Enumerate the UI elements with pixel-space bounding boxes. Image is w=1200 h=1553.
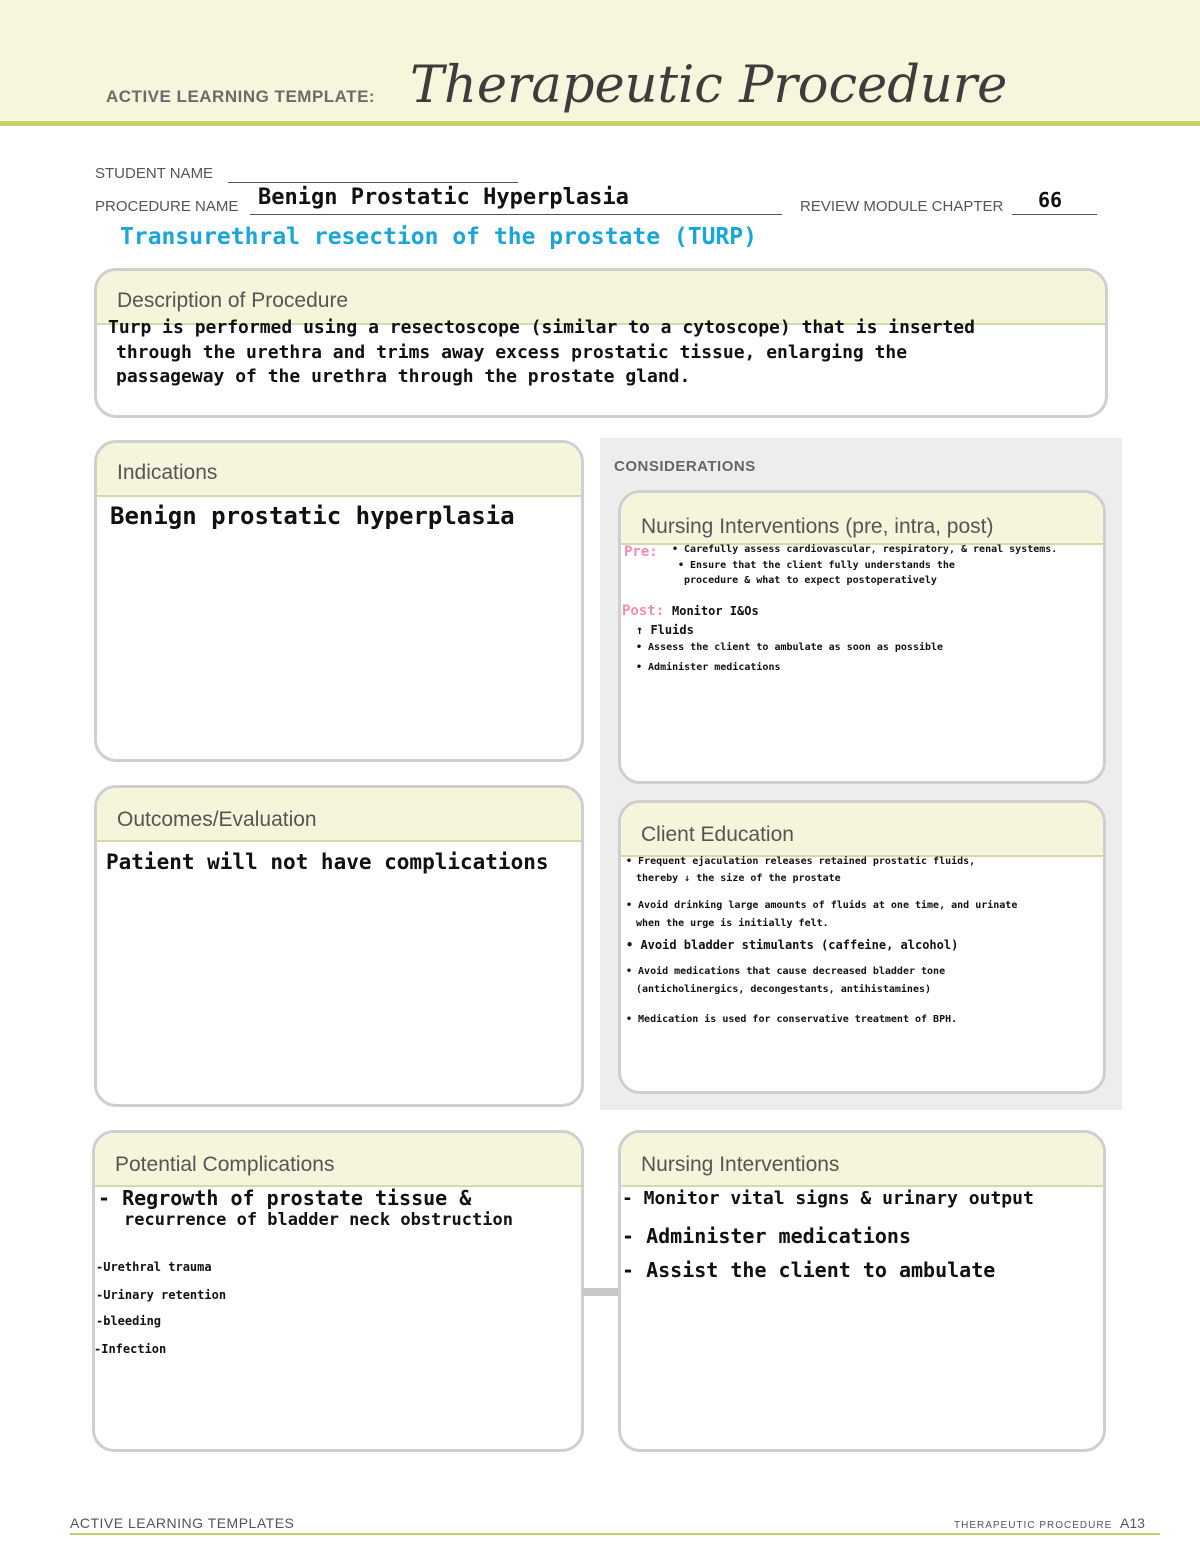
footer-right-label: THERAPEUTIC PROCEDURE [954,1520,1113,1531]
description-line-2: through the urethra and trims away excess prostatic tissue, enlarging the [116,342,908,363]
description-line-3: passageway of the urethra through the prostate gland. [116,366,691,387]
indications-box [94,440,584,762]
review-module-field[interactable] [1012,214,1097,215]
procedure-subtitle: Transurethral resection of the prostate (TURP) [120,224,757,250]
post-first-line: Monitor I&Os [672,604,759,618]
complication-line-1: - Regrowth of prostate tissue & [98,1186,472,1210]
nursing-intervention-2: - Administer medications [622,1224,911,1248]
review-module-value: 66 [1038,188,1063,212]
nursing-interventions-box [618,1130,1106,1452]
complication-item-2: -Urinary retention [96,1288,227,1302]
education-item-4-line-2: (anticholinergics, decongestants, antihistamines) [636,984,932,995]
nursing-interventions-prepost-box [618,490,1106,784]
nursing-interventions-prepost-heading: Nursing Interventions (pre, intra, post) [641,515,994,538]
pre-line-1: • Carefully assess cardiovascular, respiratory, & renal systems. [672,544,1058,555]
indications-text: Benign prostatic hyperplasia [110,502,515,530]
box-connector [582,1288,620,1296]
education-item-1-line-1: • Frequent ejaculation releases retained prostatic fluids, [626,856,976,867]
education-item-2-line-1: • Avoid drinking large amounts of fluids at one time, and urinate [626,900,1018,911]
education-item-1-line-2: thereby ↓ the size of the prostate [636,873,841,884]
complication-line-2: recurrence of bladder neck obstruction [124,1210,513,1230]
procedure-name-value: Benign Prostatic Hyperplasia [258,185,629,210]
complication-item-1: -Urethral trauma [96,1260,212,1274]
education-item-4-line-1: • Avoid medications that cause decreased bladder tone [626,966,946,977]
student-name-label: STUDENT NAME [95,165,214,182]
description-line-1: Turp is performed using a resectoscope (similar to a cytoscope) that is inserted [108,317,975,338]
pre-label: Pre: [624,544,658,560]
footer-right [954,1515,1145,1531]
description-heading: Description of Procedure [117,289,349,312]
complications-heading: Potential Complications [115,1153,335,1176]
nursing-intervention-1: - Monitor vital signs & urinary output [622,1188,1034,1209]
outcomes-heading: Outcomes/Evaluation [117,808,317,831]
considerations-label: CONSIDERATIONS [614,458,756,475]
nursing-interventions-heading: Nursing Interventions [641,1153,840,1176]
post-line-2: • Assess the client to ambulate as soon as possible [636,642,944,653]
footer-page: A13 [1120,1515,1145,1531]
education-item-2-line-2: when the urge is initially felt. [636,918,829,929]
outcomes-box [94,785,584,1107]
education-item-5: • Medication is used for conservative treatment of BPH. [626,1014,958,1025]
nursing-intervention-3: - Assist the client to ambulate [622,1258,996,1282]
student-name-field[interactable] [228,182,518,183]
complication-item-4: -Infection [94,1342,167,1356]
footer-rule [70,1533,1160,1535]
education-item-3: • Avoid bladder stimulants (caffeine, alcohol) [626,938,959,952]
complication-item-3: -bleeding [96,1314,162,1328]
client-education-heading: Client Education [641,823,794,846]
post-line-1: ↑ Fluids [636,623,694,637]
outcomes-text: Patient will not have complications [106,850,549,874]
post-line-3: • Administer medications [636,662,781,673]
procedure-name-field[interactable] [250,214,782,215]
pre-line-3: procedure & what to expect postoperatively [684,575,937,586]
indications-heading: Indications [117,461,218,484]
template-title: Therapeutic Procedure [410,56,1008,115]
footer-left: ACTIVE LEARNING TEMPLATES [70,1515,295,1531]
procedure-name-label: PROCEDURE NAME [95,198,239,215]
header-rule [0,121,1200,126]
review-module-label: REVIEW MODULE CHAPTER [800,198,1004,215]
post-label: Post: [622,603,665,619]
template-label: ACTIVE LEARNING TEMPLATE: [106,87,376,106]
pre-line-2: • Ensure that the client fully understands the [678,560,955,571]
